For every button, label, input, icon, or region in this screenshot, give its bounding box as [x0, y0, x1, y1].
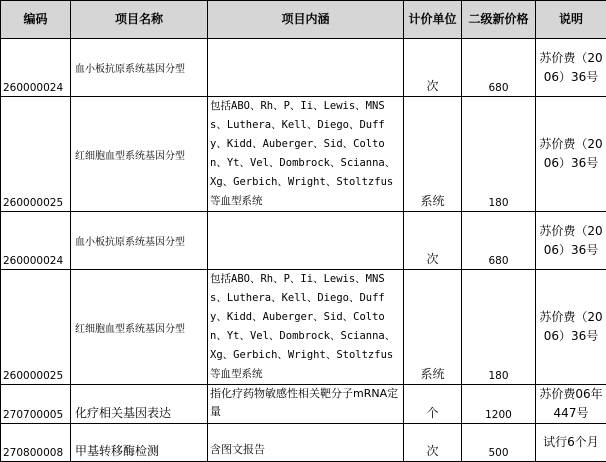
cell-code: 260000025	[1, 97, 71, 212]
header-note: 说明	[536, 1, 606, 39]
cell-content	[208, 39, 404, 97]
header-row	[1, 1, 606, 39]
cell-unit: 个	[404, 385, 462, 424]
cell-unit: 次	[404, 424, 462, 462]
cell-content: 包括ABO、Rh、P、Ii、Lewis、MNSs、Luthera、Kell、Diego、Duffy、Kidd、Auberger、Sid、Colton、Yt、Vel、Dombrock、Scianna、Xg、Gerbich、Wright、Stoltzfus等血型系统	[208, 270, 404, 385]
cell-unit: 系统	[404, 97, 462, 212]
cell-name: 血小板抗原系统基因分型	[71, 212, 208, 270]
cell-name: 甲基转移酶检测	[71, 424, 208, 462]
cell-content: 包括ABO、Rh、P、Ii、Lewis、MNSs、Luthera、Kell、Diego、Duffy、Kidd、Auberger、Sid、Colton、Yt、Vel、Dombrock、Scianna、Xg、Gerbich、Wright、Stoltzfus等血型系统	[208, 97, 404, 212]
cell-note: 试行6个月	[536, 424, 606, 462]
table-row	[1, 212, 606, 270]
table-row	[1, 385, 606, 424]
header-code: 编码	[1, 1, 71, 39]
cell-note: 苏价费（2006）36号	[536, 270, 606, 385]
cell-price: 500	[462, 424, 536, 462]
header-price: 二级新价格	[462, 1, 536, 39]
header-name: 项目名称	[71, 1, 208, 39]
header-content: 项目内涵	[208, 1, 404, 39]
cell-name: 血小板抗原系统基因分型	[71, 39, 208, 97]
cell-note: 苏价费06年447号	[536, 385, 606, 424]
cell-name: 红细胞血型系统基因分型	[71, 97, 208, 212]
cell-note: 苏价费（2006）36号	[536, 39, 606, 97]
cell-content	[208, 212, 404, 270]
cell-name: 化疗相关基因表达	[71, 385, 208, 424]
cell-content: 含图文报告	[208, 424, 404, 462]
cell-unit: 系统	[404, 270, 462, 385]
cell-code: 260000024	[1, 39, 71, 97]
cell-code: 260000024	[1, 212, 71, 270]
cell-price: 180	[462, 270, 536, 385]
cell-price: 180	[462, 97, 536, 212]
cell-content: 指化疗药物敏感性相关靶分子mRNA定量	[208, 385, 404, 424]
header-unit: 计价单位	[404, 1, 462, 39]
cell-price: 680	[462, 39, 536, 97]
cell-note: 苏价费（2006）36号	[536, 97, 606, 212]
table-row	[1, 97, 606, 212]
cell-price: 680	[462, 212, 536, 270]
cell-price: 1200	[462, 385, 536, 424]
table-row	[1, 270, 606, 385]
cell-code: 260000025	[1, 270, 71, 385]
cell-code: 270700005	[1, 385, 71, 424]
table-row	[1, 39, 606, 97]
cell-unit: 次	[404, 39, 462, 97]
cell-note: 苏价费（2006）36号	[536, 212, 606, 270]
cell-name: 红细胞血型系统基因分型	[71, 270, 208, 385]
cell-code: 270800008	[1, 424, 71, 462]
table-row	[1, 424, 606, 462]
cell-unit: 次	[404, 212, 462, 270]
